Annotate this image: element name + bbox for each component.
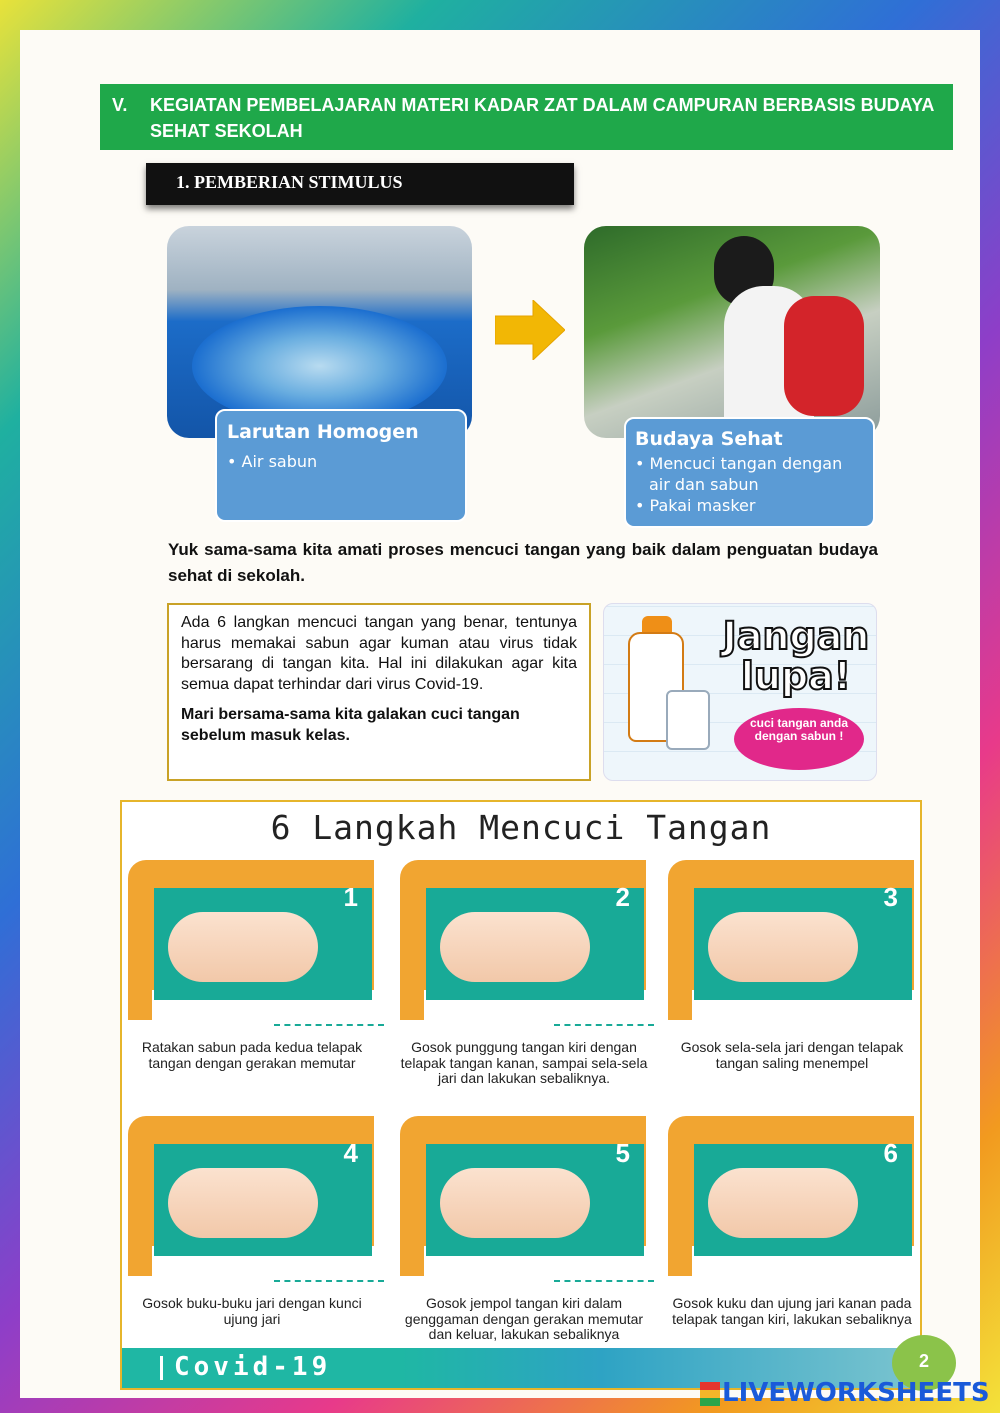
section-title: KEGIATAN PEMBELAJARAN MATERI KADAR ZAT DALAM CAMPURAN BERBASIS BUDAYA SEHAT SEKOLAH [150, 95, 934, 141]
sink-icon [666, 690, 710, 750]
subsection-header: 1. PEMBERIAN STIMULUS [146, 163, 574, 205]
section-header [100, 84, 953, 150]
callout-larutan-homogen [215, 409, 467, 522]
step-number: 6 [883, 1138, 898, 1168]
soap-water-photo [167, 226, 472, 438]
step-number: 2 [615, 882, 630, 912]
section-number: V. [112, 95, 128, 115]
step-description: Ratakan sabun pada kedua telapak tangan dengan gerakan memutar [141, 1039, 363, 1071]
poster-title-line2: lupa! [740, 654, 852, 698]
steps-heading: 6 Langkah Mencuci Tangan [270, 808, 772, 847]
hands-icon [708, 1168, 858, 1238]
intro-text: Yuk sama-sama kita amati proses mencuci tangan yang baik dalam penguatan budaya sehat di sekolah. [168, 540, 878, 585]
step-description: Gosok sela-sela jari dengan telapak tangan saling menempel [680, 1039, 904, 1071]
step-number: 5 [615, 1138, 630, 1168]
step-description: Gosok jempol tangan kiri dalam genggaman dengan gerakan memutar dan keluar, lakukan sebaliknya [404, 1295, 644, 1342]
liveworksheets-text: LIVEWORKSHEETS [722, 1378, 990, 1408]
callout-budaya-sehat [624, 417, 875, 528]
connector-arrow [274, 1280, 384, 1282]
step-description: Gosok kuku dan ujung jari kanan pada telapak tangan kiri, lakukan sebaliknya [672, 1295, 912, 1327]
jangan-lupa-poster [603, 603, 877, 781]
info-emphasis: Mari bersama-sama kita galakan cuci tangan sebelum masuk kelas. [181, 706, 520, 744]
connector-arrow [274, 1024, 384, 1026]
hands-icon [708, 912, 858, 982]
callout-title: Budaya Sehat [635, 428, 783, 450]
step-description: Gosok buku-buku jari dengan kunci ujung jari [142, 1295, 362, 1327]
page-number: 2 [892, 1335, 956, 1391]
basin-image [192, 306, 447, 426]
liveworksheets-logo [700, 1378, 990, 1408]
handwash-steps-panel [120, 800, 922, 1390]
student-washing-photo [584, 226, 880, 438]
callout-item: • Pakai masker [635, 495, 864, 516]
hands-icon [168, 912, 318, 982]
connector-arrow [554, 1280, 654, 1282]
callout-title: Larutan Homogen [227, 421, 419, 443]
step-number: 4 [343, 1138, 358, 1168]
connector-arrow [554, 1024, 654, 1026]
liveworksheets-logo-icon [700, 1382, 720, 1406]
step-description: Gosok punggung tangan kiri dengan telapak tangan kanan, sampai sela-sela jari dan lakukan sebaliknya. [400, 1039, 648, 1086]
hands-icon [440, 1168, 590, 1238]
callout-item: • Mencuci tangan dengan air dan sabun [635, 453, 864, 495]
info-paragraph: Ada 6 langkan mencuci tangan yang benar, tentunya harus memakai sabun agar kuman atau virus tidak bersarang di tangan kita. Hal ini dilakukan agar kita semua dapat terhindar dari virus Covid-19. [181, 614, 577, 693]
arrow-right-icon [495, 300, 565, 360]
callout-item: • Air sabun [227, 451, 455, 472]
covid-label: Covid-19 [174, 1352, 332, 1382]
hands-icon [440, 912, 590, 982]
step-number: 3 [883, 882, 898, 912]
hands-icon [168, 1168, 318, 1238]
poster-bubble: cuci tangan anda dengan sabun ! [734, 708, 864, 770]
info-textbox [167, 603, 591, 781]
poster-title [716, 616, 876, 696]
step-number: 1 [343, 882, 358, 912]
poster-title-line1: Jangan [722, 614, 870, 658]
